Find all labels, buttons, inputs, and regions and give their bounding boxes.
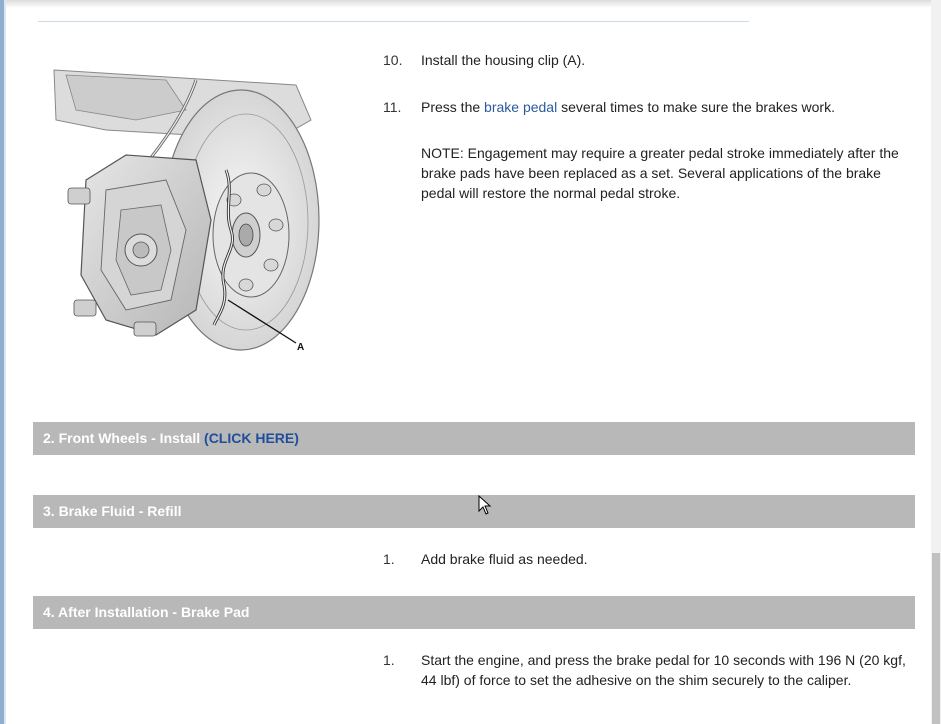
scrollbar-thumb[interactable] (932, 553, 940, 724)
brake-pedal-link[interactable]: brake pedal (484, 99, 558, 115)
step-number: 1. (383, 652, 395, 668)
top-shadow (0, 0, 941, 8)
step-number: 11. (383, 99, 402, 115)
note-text: NOTE: Engagement may require a greater pedal stroke immediately after the brake pads have been replaced as a set. Several applications of the brake pedal will restore the normal pedal stroke. (421, 145, 899, 201)
section-after-installation-brake-pad (33, 596, 915, 629)
step-text (421, 50, 916, 70)
mouse-pointer-icon (478, 495, 492, 515)
step-text: Add brake fluid as needed. (421, 551, 588, 567)
step-text (421, 97, 916, 117)
section-brake-fluid-refill (33, 495, 915, 528)
brake-caliper-illustration (46, 60, 326, 365)
callout-label-a: A (297, 342, 305, 353)
step-text-before: Press the (421, 99, 485, 115)
click-here-link[interactable]: (CLICK HERE) (204, 430, 299, 446)
divider-line (38, 21, 749, 22)
section-front-wheels-install (33, 422, 915, 455)
vertical-scrollbar[interactable] (931, 0, 941, 724)
section-title: 4. After Installation - Brake Pad (43, 604, 250, 620)
section-title: 3. Brake Fluid - Refill (43, 503, 182, 519)
step-text-after: several times to make sure the brakes work. (557, 99, 835, 115)
window-left-edge-inner (4, 0, 6, 724)
step-number: 10. (383, 52, 403, 68)
step-number: 1. (383, 551, 395, 567)
step-text-main: Install the housing clip (A). (421, 52, 586, 68)
step-text: Start the engine, and press the brake pedal for 10 seconds with 196 N (20 kgf, 44 lbf) of force to set the adhesive on the shim securely to the caliper. (421, 652, 906, 688)
section-title: 2. Front Wheels - Install (43, 430, 205, 446)
